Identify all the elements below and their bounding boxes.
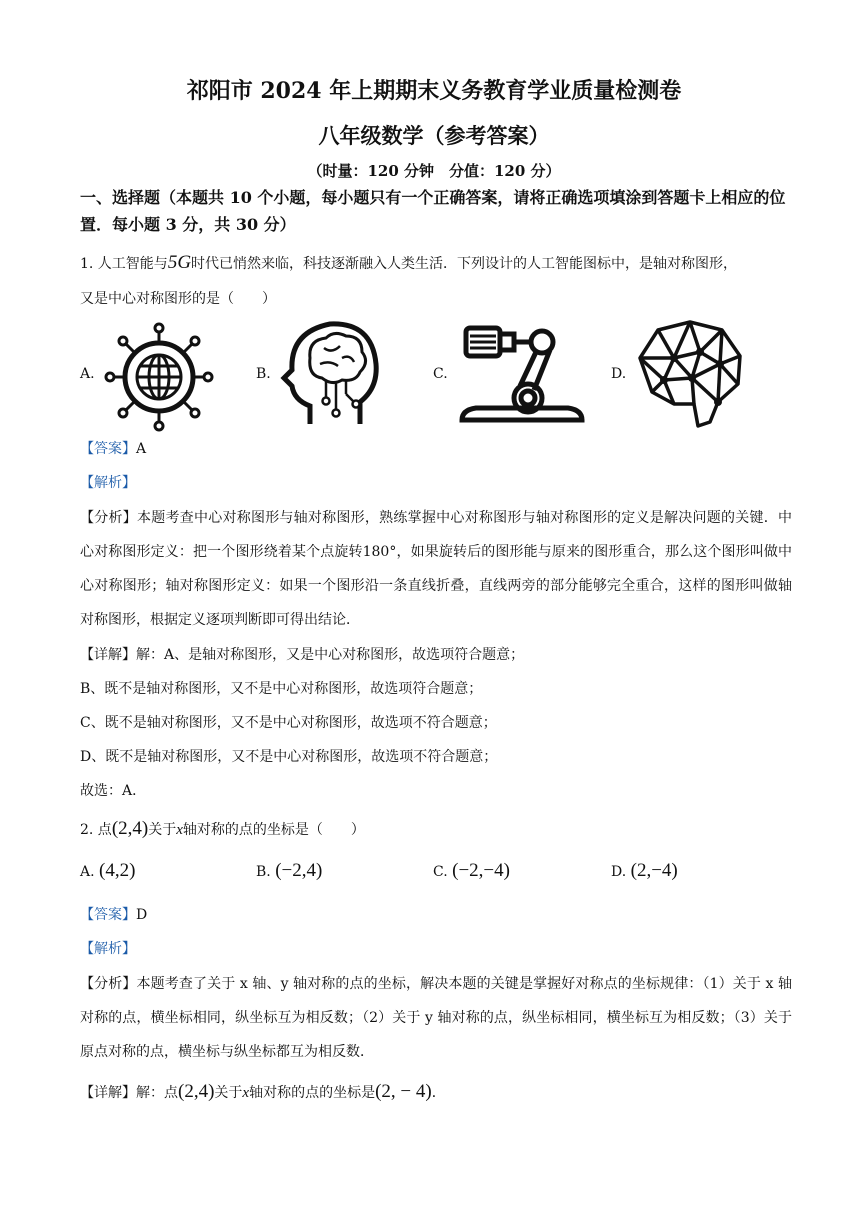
q1-xiangjie-line1 (80, 638, 792, 672)
answer-tag: 【答案】 (80, 907, 136, 923)
head-circuit-icon (280, 318, 380, 428)
q1-fenxi (80, 501, 792, 637)
xiangjie-point: (2,4) (178, 1081, 215, 1102)
q1-option-a-label: A. (80, 366, 95, 382)
q2-option-a (80, 860, 135, 882)
page-subtitle: 八年级数学（参考答案） (318, 123, 550, 148)
page-title: 祁阳市 2024 年上期期末义务教育学业质量检测卷 (186, 78, 682, 104)
q2-option-b-value: (−2,4) (275, 860, 323, 881)
q1-option-c-label: C. (433, 366, 448, 382)
fenxi-text: 本题考查中心对称图形与轴对称图形，熟练掌握中心对称图形与轴对称图形的定义是解决问题的关键．中心对称图形定义：把一个图形绕着某个点旋转180°，如果旋转后的图形能与原来的图形重合，那么这个图形叫做中心对称图形；轴对称图形定义：如果一个图形沿一条直线折叠，直线两旁的部分能够完全重合，这样的图形叫做轴对称图形，根据定义逐项判断即可得出结论． (80, 510, 793, 628)
robot-arm-icon (456, 320, 586, 426)
q2-answer (80, 898, 792, 932)
q2-option-c-label: C. (433, 864, 448, 880)
fenxi-text: 本题考查了关于 x 轴、y 轴对称的点的坐标，解决本题的关键是掌握好对称点的坐标规律：（1）关于 x 轴对称的点，横坐标相同，纵坐标互为相反数；（2）关于 y 轴对称的点，纵坐标相同，横坐标互为相反数；（3）关于原点对称的点，横坐标与纵坐标都互为相反数． (80, 976, 793, 1060)
q1-xiangjie-line2: B、既不是轴对称图形，又不是中心对称图形，故选项符合题意； (80, 681, 483, 697)
xiangjie-end: ． (431, 1085, 446, 1101)
q2-option-d (611, 860, 678, 882)
answer-value: A (136, 441, 147, 457)
q2-option-b (256, 860, 322, 882)
fenxi-tag: 【分析】 (80, 976, 137, 992)
q2-point: (2,4) (111, 818, 149, 839)
q1-stem-line1 (80, 246, 792, 281)
q2-option-d-value: (2,−4) (630, 860, 678, 881)
xiangjie-x: x (242, 1085, 250, 1101)
q2-option-a-value: (4,2) (99, 860, 136, 881)
answer-tag: 【答案】 (80, 441, 136, 457)
q2-xiangjie (80, 1075, 792, 1110)
q2-option-d-label: D. (611, 864, 627, 880)
xiangjie-text: 解：点 (136, 1085, 178, 1101)
polygon-brain-icon (634, 318, 746, 430)
xiangjie-result: (2, − 4) (375, 1081, 432, 1102)
q2-option-b-label: B. (256, 864, 271, 880)
section-heading: 一、选择题（本题共 10 个小题，每小题只有一个正确答案，请将正确选项填涂到答题卡上相应的位置．每小题 3 分，共 30 分） (80, 188, 786, 234)
globe-virus-icon (104, 322, 214, 432)
xiangjie-text-3: 轴对称的点的坐标是 (249, 1085, 376, 1101)
q2-option-c-value: (−2,−4) (452, 860, 510, 881)
q1-5g: 5G (167, 252, 192, 273)
q2-stem (80, 812, 792, 847)
xiangjie-tag: 【详解】 (80, 647, 136, 663)
q1-xiangjie-line5: 故选：A． (80, 783, 147, 799)
q2-analysis-tag: 【解析】 (80, 941, 136, 957)
xiangjie-text-2: 关于 (214, 1085, 243, 1101)
xiangjie-tag: 【详解】 (80, 1085, 136, 1101)
q1-analysis-tag: 【解析】 (80, 475, 136, 491)
q1-option-d-label: D. (611, 366, 627, 382)
q2-x: x (176, 822, 183, 838)
xiangjie-text: 解：A、是轴对称图形，又是中心对称图形，故选项符合题意； (136, 647, 525, 663)
q1-xiangjie-line4: D、既不是轴对称图形，又不是中心对称图形，故选项不符合题意； (80, 749, 498, 765)
q1-option-b-label: B. (256, 366, 271, 382)
q2-stem-text-2: 关于 (148, 822, 177, 838)
q2-option-c (433, 860, 510, 882)
exam-meta: （时量：120 分钟 分值：120 分） (307, 162, 561, 180)
q2-option-a-label: A. (80, 864, 95, 880)
q1-xiangjie-line3: C、既不是轴对称图形，又不是中心对称图形，故选项不符合题意； (80, 715, 497, 731)
q1-stem-text: 1. 人工智能与 (80, 256, 168, 272)
fenxi-tag: 【分析】 (80, 510, 137, 526)
q1-answer (80, 432, 792, 466)
q2-stem-text: 2. 点 (80, 822, 112, 838)
answer-value: D (136, 907, 148, 923)
q2-fenxi (80, 967, 792, 1069)
q2-stem-text-3: 轴对称的点的坐标是（ ） (182, 822, 365, 838)
q1-stem-text-2: 时代已悄然来临，科技逐渐融入人类生活．下列设计的人工智能图标中，是轴对称图形， (191, 256, 738, 272)
q1-stem-line2: 又是中心对称图形的是（ ） (80, 291, 276, 307)
